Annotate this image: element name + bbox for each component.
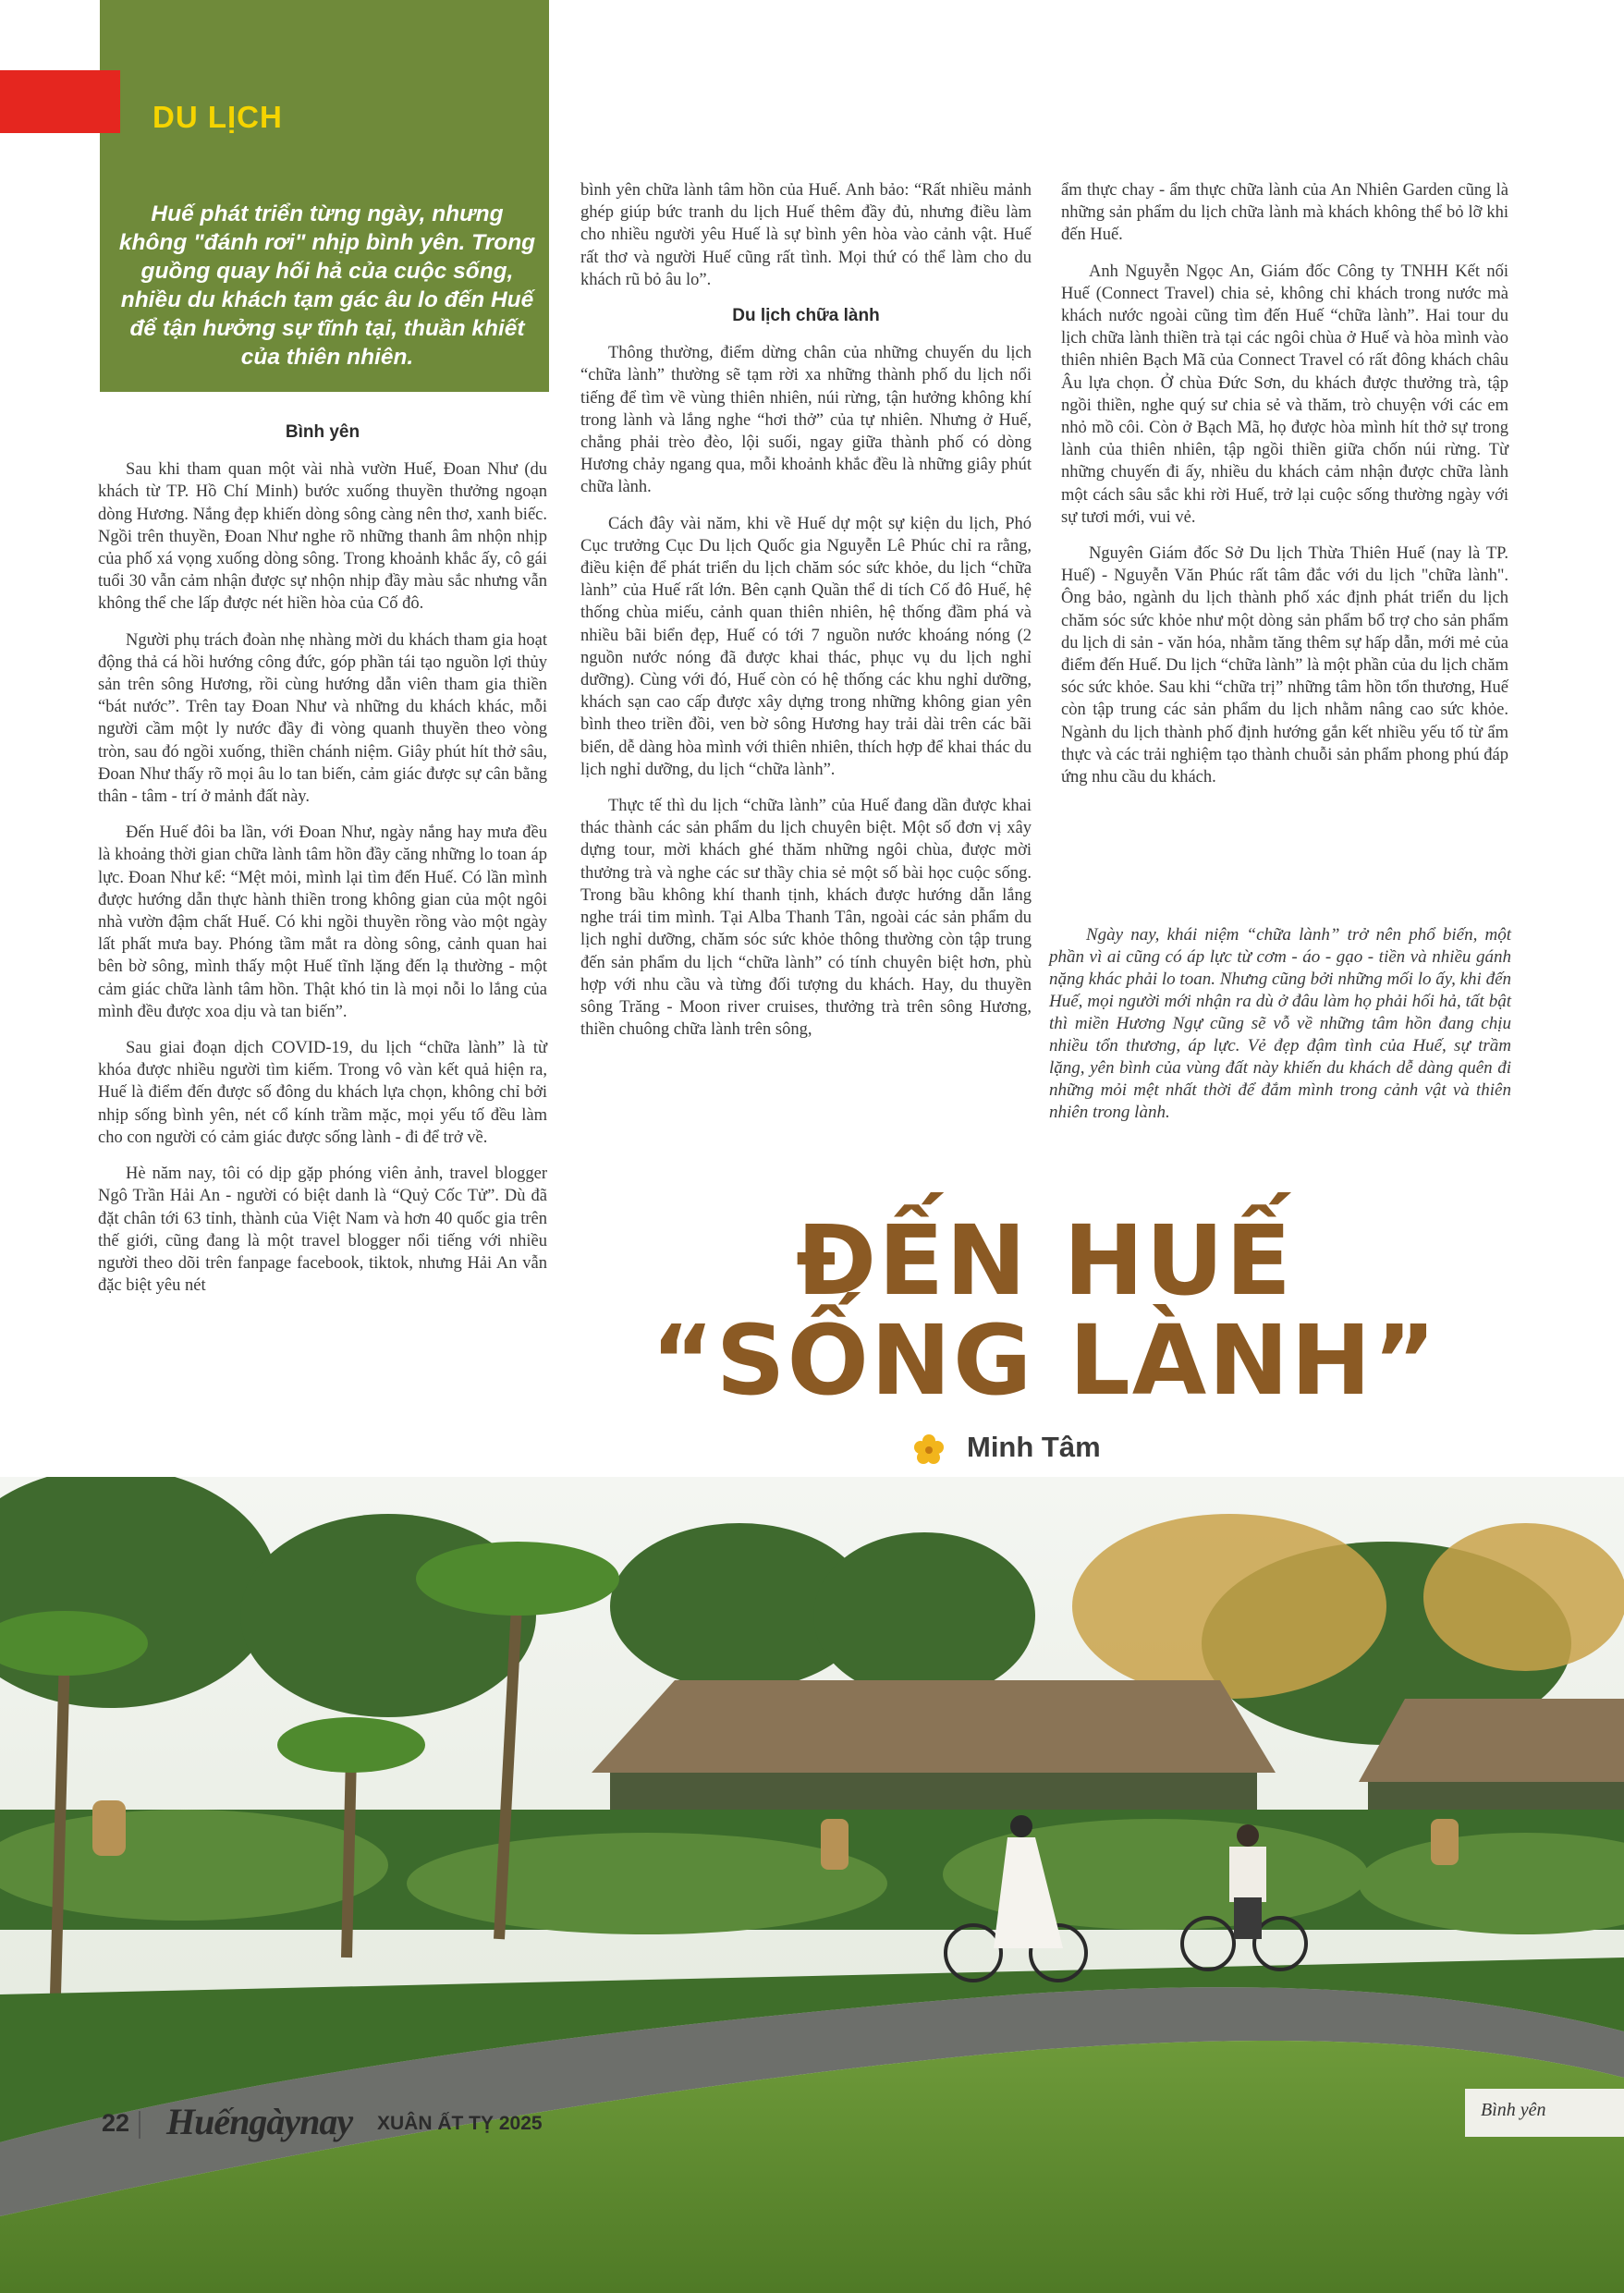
paragraph: Thông thường, điểm dừng chân của những chuyến du lịch “chữa lành” thường sẽ tạm rời xa những thành phố du lịch nổi tiếng để tìm về vùng thiên nhiên, núi rừng, tận hưởng không khí trong lành và lắng nghe “hơi thở” của tự nhiên. Nhưng ở Huế, chẳng phải trèo đèo, lội suối, ngay giữa thành phố có dòng Hương chảy ngang qua, mỗi khoảnh khắc đều là những giây phút chữa lành. xyxy=(580,344,1032,497)
section-tab xyxy=(0,70,120,133)
page-number: 22 xyxy=(102,2109,130,2137)
paragraph: Đến Huế đôi ba lần, với Đoan Như, ngày nắng hay mưa đều là khoảng thời gian chữa lành tâm hồn đầy căng những lo toan áp lực. Đoan Như kể: “Mệt mỏi, mình lại tìm đến Huế. Có lần mình được hướng dẫn thực hành thiền trong không gian của một ngôi nhà vườn đậm chất Huế. Có khi ngồi thuyền rồng vào một ngày lất phất mưa bay. Phóng tầm mắt ra dòng sông, cảnh quan hai bên bờ sông, mình thấy một Huế tĩnh lặng đến lạ thường - một cảm giác chữa lành tâm hồn. Thật khó tin là mọi nỗi lo lắng của mình đều được xoa dịu và tan biến”. xyxy=(98,823,547,1021)
article-headline xyxy=(555,1204,1534,1417)
paragraph: Sau giai đoạn dịch COVID-19, du lịch “chữa lành” là từ khóa được nhiều người tìm kiếm. Trong vô vàn kết quả hiện ra, Huế là điểm đến được số đông du khách lựa chọn, không chỉ bởi nhịp sống bình yên, nét cổ kính trầm mặc, mọi yếu tố đều làm cho con người có cảm giác được sống lành - đi để trở về. xyxy=(98,1039,547,1147)
pull-quote: Ngày nay, khái niệm “chữa lành” trở nên phổ biến, một phần vì ai cũng có áp lực từ cơm - áo - gạo - tiền và nhiều gánh nặng khác phải lo toan. Nhưng cũng bởi những mối lo ấy, khi đến Huế, mọi người mới nhận ra dù ở đâu làm họ phải hối hả, tất bật thì miền Hương Ngự cũng sẽ vỗ về những tâm hồn đang chịu nhiều tổn thương, áp lực. Vẻ đẹp đậm tình của Huế, sự trầm lặng, yên bình của vùng đất này khiến du khách dễ dàng quên đi những mỏi mệt nhất thời để đắm mình trong cảnh vật và thiên nhiên trong lành. xyxy=(1049,925,1512,1122)
issue-label: XUÂN ẤT TỴ 2025 xyxy=(377,2113,543,2134)
paragraph: Sau khi tham quan một vài nhà vườn Huế, Đoan Như (du khách từ TP. Hồ Chí Minh) bước xuống thuyền thưởng ngoạn dòng Hương. Nắng đẹp khiến dòng sông càng nên thơ, xanh biếc. Ngồi trên thuyền, Đoan Như nghe rõ những thanh âm nhộn nhịp của phố xá vọng xuống dòng sông. Trong khoảnh khắc ấy, cô gái tuổi 30 vẫn cảm nhận được sự nhộn nhịp đầy màu sắc nhưng vẫn không thể che lấp được nét hiền hòa của Cố đô. xyxy=(98,460,547,614)
footer-divider xyxy=(139,2111,140,2139)
photo-caption: Bình yên xyxy=(1481,2100,1546,2120)
column-3 xyxy=(1061,179,1508,802)
headline-line-2: “SỐNG LÀNH” xyxy=(651,1304,1438,1417)
column-2 xyxy=(580,179,1032,1055)
paragraph: Nguyên Giám đốc Sở Du lịch Thừa Thiên Huế (nay là TP. Huế) - Nguyễn Văn Phúc rất tâm đắc với du lịch "chữa lành". Ông bảo, ngành du lịch thành phố xác định phát triển du lịch chăm sóc sức khỏe như một dòng sản phẩm bổ trợ cho sản phẩm du lịch di sản - văn hóa, nhằm tăng thêm sự hấp dẫn, mới mẻ của điểm đến Huế. Du lịch “chữa lành” là một phần của du lịch chăm sóc sức khỏe. Sau khi “chữa trị” những tâm hồn tổn thương, Huế còn tập trung các sản phẩm du lịch nhằm nâng cao sức khỏe. Ngành du lịch thành phố định hướng gắn kết nhiều yếu tố từ ẩm thực và các trải nghiệm tạo thành chuỗi sản phẩm phong phú đáp ứng nhu cầu du khách. xyxy=(1061,544,1508,787)
paragraph: bình yên chữa lành tâm hồn của Huế. Anh bảo: “Rất nhiều mảnh ghép giúp bức tranh du lịch Huế thêm đầy đủ, nhưng điều làm cho nhiều người yêu Huế là sự bình yên hòa vào cảnh vật. Huế rất thơ và người Huế cũng rất tình. Mọi thứ có thể làm cho du khách rũ bỏ âu lo”. xyxy=(580,181,1032,289)
paragraph: Người phụ trách đoàn nhẹ nhàng mời du khách tham gia hoạt động thả cá hồi hướng công đức, góp phần tái tạo nguồn lợi thủy sản trên sông Hương, rồi cùng hướng dẫn viên tham gia thiền “bát nước”. Trên tay Đoan Như và những du khách khác, mỗi người cầm một ly nước đầy đi vòng quanh thuyền theo vòng tròn, sau đó ngồi xuống, thiền chánh niệm. Giây phút hít thở sâu, Đoan Như thấy rõ mọi âu lo tan biến, cảm giác được sự cân bằng thân - tâm - trí ở mảnh đất này. xyxy=(98,630,547,807)
author-byline xyxy=(915,1431,1101,1464)
paragraph: Hè năm nay, tôi có dịp gặp phóng viên ảnh, travel blogger Ngô Trần Hải An - người có biệt danh là “Quỷ Cốc Tử”. Dù đã đặt chân tới 63 tỉnh, thành của Việt Nam và hơn 40 quốc gia trên thế giới, cũng đang là một travel blogger nổi tiếng với nhiều người theo dõi trên fanpage facebook, tiktok, nhưng Hải An vẫn đặc biệt yêu nét xyxy=(98,1165,547,1296)
author-name: Minh Tâm xyxy=(967,1431,1101,1463)
column-1 xyxy=(98,421,547,1311)
cycling-photo xyxy=(0,1477,1624,2293)
lead-text: Huế phát triển từng ngày, nhưng không "đánh rơi" nhịp bình yên. Trong guồng quay hối hả của cuộc sống, nhiều du khách tạm gác âu lo đến Huế để tận hưởng sự tĩnh tại, thuần khiết của thiên nhiên. xyxy=(118,201,536,370)
paragraph: Cách đây vài năm, khi về Huế dự một sự kiện du lịch, Phó Cục trưởng Cục Du lịch Quốc gia Nguyễn Lê Phúc chỉ ra rằng, điều kiện để phát triển du lịch chăm sóc sức khỏe, du lịch “chữa lành” của Huế rất lớn. Bên cạnh Quần thể di tích Cố đô Huế, hệ thống chùa miếu, cảnh quan thiên nhiên, hệ thống đầm phá và nhiều bãi biển đẹp, Huế có tới 7 nguồn nước khoáng nóng (2 nguồn nước nóng đã được khai thác, phục vụ du lịch nghỉ dưỡng). Cùng với đó, Huế còn có hệ thống các khu nghỉ dưỡng, khách sạn cao cấp được xây dựng trong những không gian yên bình theo triền đồi, ven bờ sông Hương hay trải dài trên các bãi biển, dễ dàng hòa mình với thiên nhiên, thích hợp để khai thác du lịch nghỉ dưỡng, du lịch “chữa lành”. xyxy=(580,514,1032,779)
paragraph: ẩm thực chay - ẩm thực chữa lành của An Nhiên Garden cũng là những sản phẩm du lịch chữa lành mà khách không thể bỏ lỡ khi đến Huế. xyxy=(1061,181,1508,245)
paragraph: Anh Nguyễn Ngọc An, Giám đốc Công ty TNHH Kết nối Huế (Connect Travel) chia sẻ, không chỉ khách trong nước mà khách nước ngoài cũng tìm đến Huế “chữa lành”. Hai tour du lịch chữa lành thiền trà tại các ngôi chùa ở Huế và hòa mình vào thiên nhiên Bạch Mã của Connect Travel có rất đông khách châu Âu lựa chọn. Ở chùa Đức Sơn, du khách được thưởng trà, tập ngồi thiền, nghe quý sư chia sẻ và thăm, trò chuyện với các em nhỏ mồ côi. Còn ở Bạch Mã, họ được hòa mình hít thở sự trong lành của thiên nhiên, tập ngồi thiền giữa chốn núi rừng. Từ những chuyến đi ấy, nhiều du khách cảm nhận được chữa lành một cách sâu sắc khi rời Huế, trở lại cuộc sống thường ngày với sự tươi mới, vui vẻ. xyxy=(1061,262,1508,527)
paragraph: Thực tế thì du lịch “chữa lành” của Huế đang dần được khai thác thành các sản phẩm du lịch chuyên biệt. Một số đơn vị xây dựng tour, mời khách ghé thăm những ngôi chùa, được mời thưởng trà và nghe các sư thầy chia sẻ một số bài học cuộc sống. Trong bầu không khí thanh tịnh, khách được hướng dẫn lắng nghe trái tim mình. Tại Alba Thanh Tân, ngoài các sản phẩm du lịch nghỉ dưỡng, chăm sóc sức khỏe thông thường còn tập trung đến sản phẩm du lịch “chữa lành” có tính chuyên biệt hơn, phù hợp với nhu cầu và từng đối tượng du khách. Hay, du thuyền sông Trăng - Moon river cruises, thưởng trà trên sông Hương, thiền chuông chữa lành trên sông, xyxy=(580,797,1032,1040)
magazine-logo: Huếngàynay xyxy=(166,2101,353,2142)
section-label: DU LỊCH xyxy=(153,100,283,134)
heading-binh-yen: Bình yên xyxy=(285,422,360,442)
heading-du-lich-chua-lanh: Du lịch chữa lành xyxy=(732,306,880,326)
headline-line-1: ĐẾN HUẾ xyxy=(796,1204,1293,1317)
